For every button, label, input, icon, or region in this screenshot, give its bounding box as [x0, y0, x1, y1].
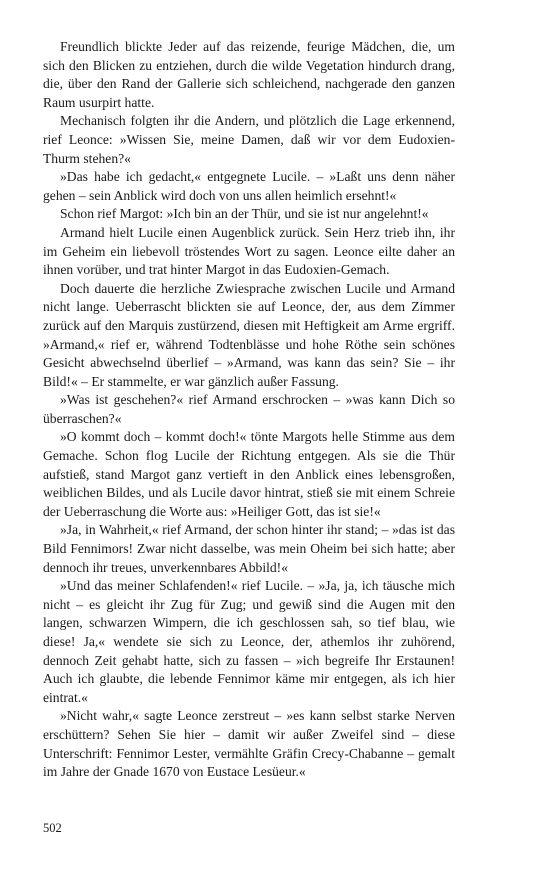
- paragraph-2: Mechanisch folgten ihr die Andern, und plötzlich die Lage erkennend, rief Leonce: »Wissen Sie, meine Damen, daß wir vor dem Eudoxien-Thurm stehen?«: [43, 113, 455, 166]
- paragraph-4: Schon rief Margot: »Ich bin an der Thür, und sie ist nur angelehnt!«: [60, 206, 429, 222]
- paragraph-3: »Das habe ich gedacht,« entgegnete Lucile. – »Laßt uns denn näher gehen – sein Anblick wird doch von uns allen heimlich ersehnt!«: [43, 169, 455, 203]
- page-number: 502: [43, 821, 62, 835]
- paragraph-5: Armand hielt Lucile einen Augenblick zurück. Sein Herz trieb ihn, ihr im Geheim ein liebevoll tröstendes Wort zu sagen. Leonce eilte daher an ihnen vorüber, und trat hinter Margot in das Eudoxien-Gemach.: [43, 224, 455, 278]
- paragraph-11: »Nicht wahr,« sagte Leonce zerstreut – »es kann selbst starke Nerven erschüttern? Sehen Sie hier – damit wir außer Zweifel sind – diese Unterschrift: Fennimor Lester, vermählte Gräfin Crecy-Chabanne – gemalt im Jahre der Gnade 1670 von Eustace Lesüeur.«: [43, 708, 455, 780]
- paragraph-6: Doch dauerte die herzliche Zwiesprache zwischen Lucile und Armand nicht lange. Ueberrascht blickten sie auf Leonce, der, aus dem Zimmer zurück auf den Marquis zustürzend, diesen mit Heftigkeit am Arme ergriff. »Armand,« rief er, während Todtenblässe und hohe Röthe sein schönes Gesicht abwechselnd überlief – »Armand, was kann das sein? Sie – ihr Bild!« – Er stammelte, er war gänzlich außer Fassung.: [43, 280, 455, 389]
- paragraph-1: Freundlich blickte Jeder auf das reizende, feurige Mädchen, die, um sich den Blicken zu entziehen, durch die wilde Vegetation hindurch drang, die, über den Rand der Gallerie sich schleichend, nachgerade den ganzen Raum usurpirt hatte.: [43, 39, 455, 110]
- paragraph-9: »Ja, in Wahrheit,« rief Armand, der schon hinter ihr stand; – »das ist das Bild Fennimors! Zwar nicht dasselbe, was mein Oheim bei sich hatte; aber dennoch ihr treues, unverkennbares Abbild!«: [43, 522, 455, 575]
- paragraph-8: »O kommt doch – kommt doch!« tönte Margots helle Stimme aus dem Gemache. Schon flog Lucile der Richtung entgegen. Als sie die Thür aufstieß, stand Margot ganz vertieft in den Anblick eines lebensgroßen, weiblichen Bildes, und als Lucile davor hintrat, stieß sie mit einem Schreie der Ueberraschung die Worte aus: »Heiliger Gott, das ist sie!«: [43, 429, 455, 519]
- paragraph-7: »Was ist geschehen?« rief Armand erschrocken – »was kann Dich so überraschen?«: [43, 392, 455, 426]
- paragraph-10: »Und das meiner Schlafenden!« rief Lucile. – »Ja, ja, ich täusche mich nicht – es gleicht ihr Zug für Zug; und gewiß sind die Augen mit den langen, schwarzen Wimpern, die ich geschlossen sah, so tief blau, wie diese! Ja,« wendete sie sich zu Leonce, der, athemlos ihr zuhörend, dennoch Zeit gehabt hatte, sich zu fassen – »ich begreife Ihr Erstaunen! Auch ich glaubte, die lebende Fennimor käme mir entgegen, als ich hier eintrat.«: [43, 578, 455, 705]
- book-page: [43, 38, 455, 782]
